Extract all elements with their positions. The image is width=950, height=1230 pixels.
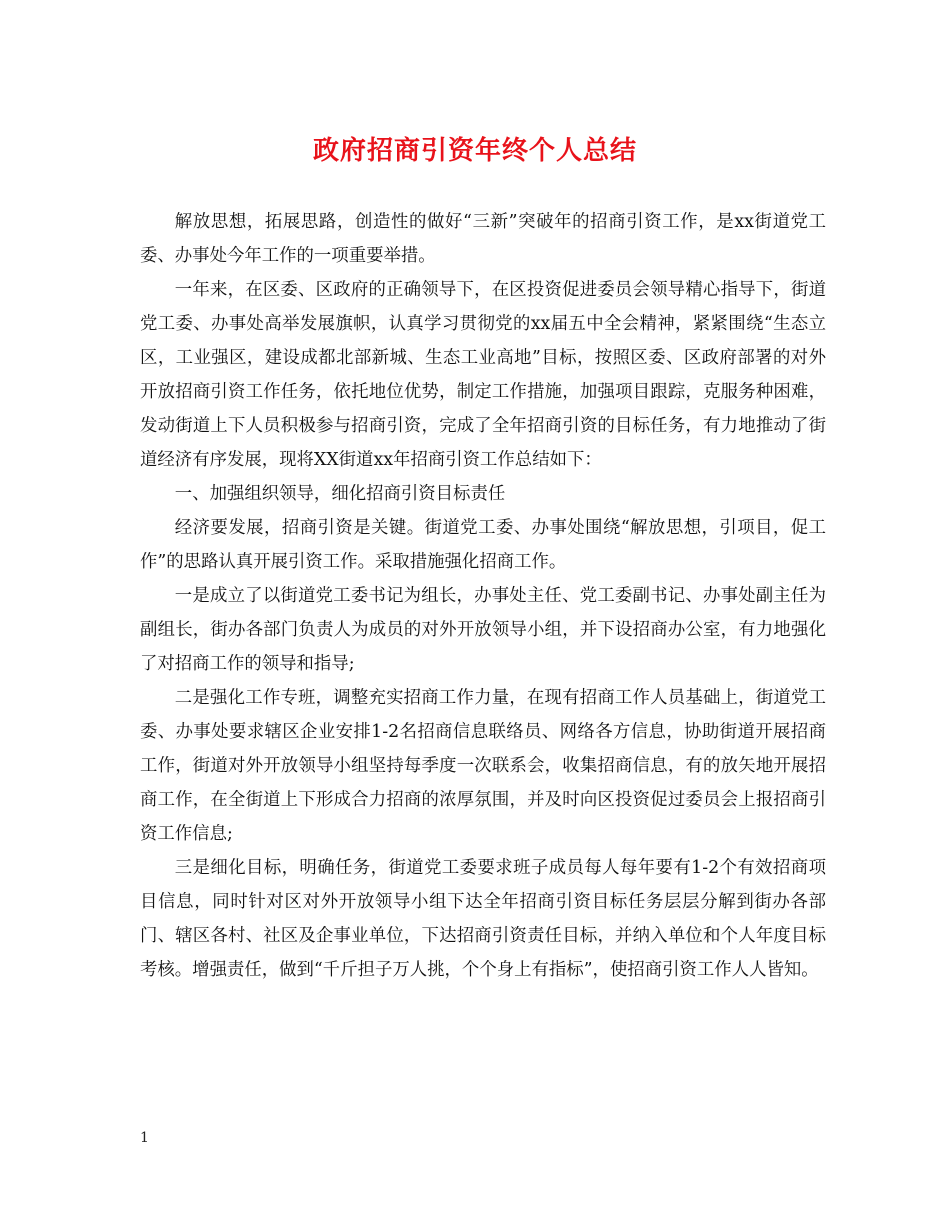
paragraph-economy: 经济要发展，招商引资是关键。街道党工委、办事处围绕“解放思想，引项目，促工作”的思路认真开展引资工作。采取措施强化招商工作。 — [140, 518, 826, 572]
paragraph-intro: 解放思想，拓展思路，创造性的做好“三新”突破年的招商引资工作，是xx街道党工委、办事处今年工作的一项重要举措。 — [140, 212, 826, 266]
paragraph-point-2: 二是强化工作专班，调整充实招商工作力量，在现有招商工作人员基础上，街道党工委、办事处要求辖区企业安排1-2名招商信息联络员、网络各方信息，协助街道开展招商工作，街道对外开放领导小组坚持每季度一次联系会，收集招商信息，有的放矢地开展招商工作，在全街道上下形成合力招商的浓厚氛围，并及时向区投资促过委员会上报招商引资工作信息; — [140, 688, 826, 844]
paragraph-point-3: 三是细化目标，明确任务，街道党工委要求班子成员每人每年要有1-2个有效招商项目信息，同时针对区对外开放领导小组下达全年招商引资目标任务层层分解到街办各部门、辖区各村、社区及企事业单位，下达招商引资责任目标，并纳入单位和个人年度目标考核。增强责任，做到“千斤担子万人挑，个个身上有指标”，使招商引资工作人人皆知。 — [140, 858, 826, 980]
section-heading-1: 一、加强组织领导，细化招商引资目标责任 — [174, 484, 506, 504]
page-number: 1 — [140, 1130, 149, 1146]
paragraph-overview: 一年来，在区委、区政府的正确领导下，在区投资促进委员会领导精心指导下，街道党工委、办事处高举发展旗帜，认真学习贯彻党的xx届五中全会精神，紧紧围绕“生态立区，工业强区，建设成都北部新城、生态工业高地”目标，按照区委、区政府部署的对外开放招商引资工作任务，依托地位优势，制定工作措施，加强项目跟踪，克服务种困难，发动街道上下人员积极参与招商引资，完成了全年招商引资的目标任务，有力地推动了街道经济有序发展，现将XX街道xx年招商引资工作总结如下： — [140, 280, 826, 470]
document-title: 政府招商引资年终个人总结 — [312, 136, 637, 166]
document-body — [140, 205, 826, 987]
paragraph-point-1: 一是成立了以街道党工委书记为组长，办事处主任、党工委副书记、办事处副主任为副组长，街办各部门负责人为成员的对外开放领导小组，并下设招商办公室，有力地强化了对招商工作的领导和指导; — [140, 586, 826, 674]
